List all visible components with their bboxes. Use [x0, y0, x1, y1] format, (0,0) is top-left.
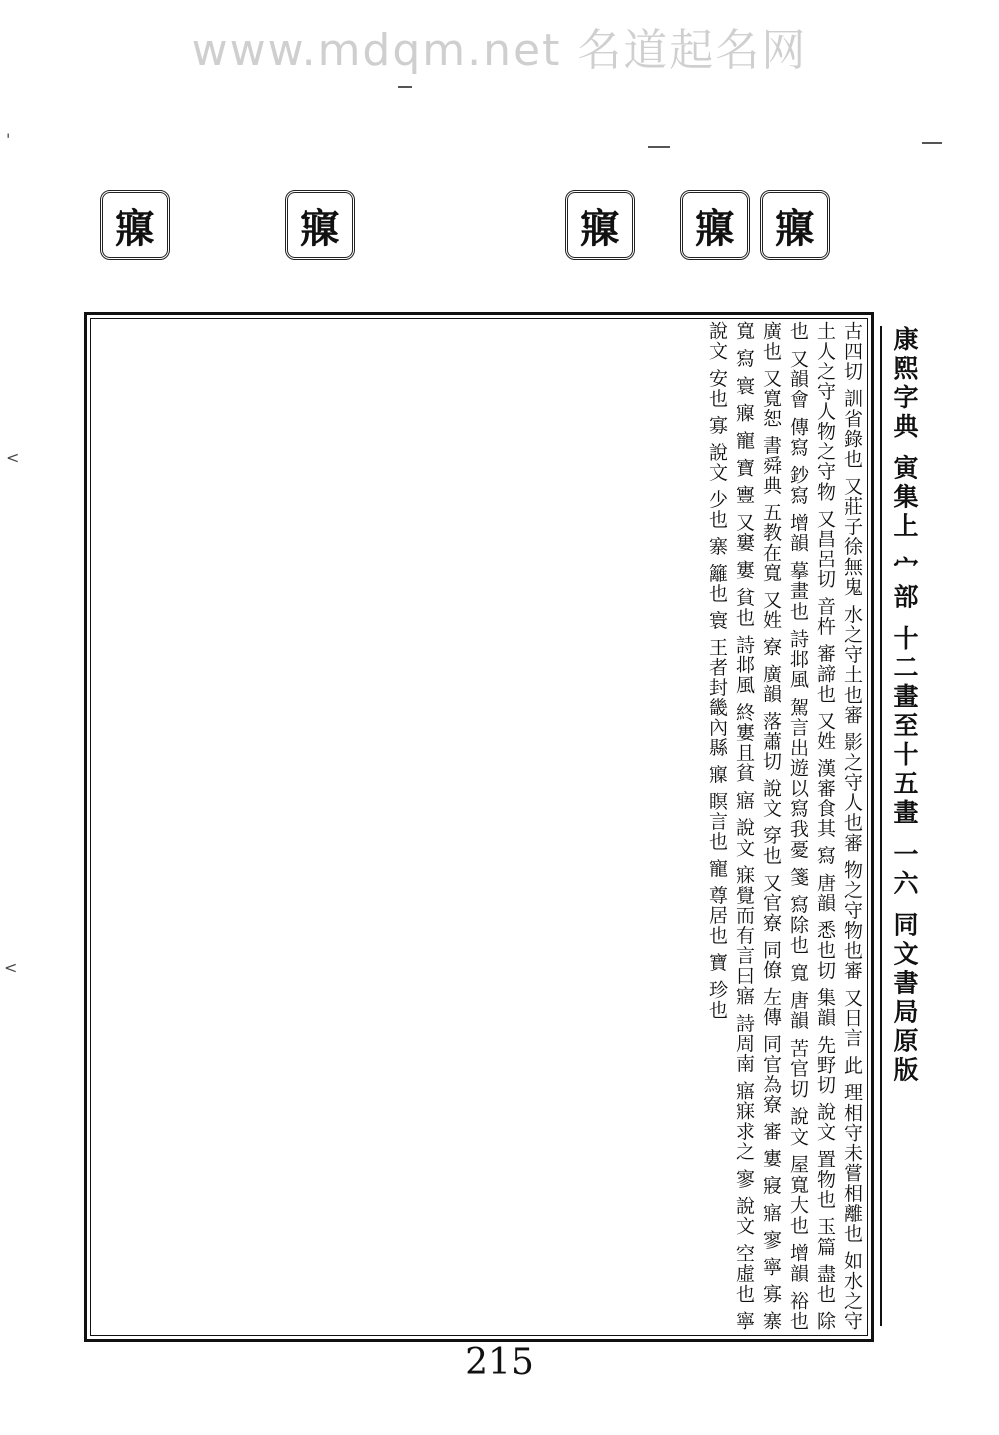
seal-glyph-5: 寱 [760, 190, 830, 260]
running-header [880, 326, 924, 1326]
seal-glyph-2: 寱 [285, 190, 355, 260]
text-frame [84, 312, 874, 1342]
page-number: 215 [465, 1342, 534, 1383]
running-header-text: 康熙字典 寅集上 宀部 十二畫至十五畫 一六 同文書局原版 [890, 326, 919, 1086]
seal-glyph-3: 寱 [565, 190, 635, 260]
seal-script-row [100, 190, 820, 280]
top-mid-dash [648, 146, 670, 148]
left-margin-mark-3: < [4, 958, 18, 977]
seal-glyph-4: 寱 [680, 190, 750, 260]
watermark: www.mdqm.net 名道起名网 [191, 25, 808, 76]
left-margin-mark: ' [6, 130, 11, 149]
top-right-dash [922, 142, 942, 144]
top-dash [398, 86, 412, 88]
dictionary-body-text: 古四切 訓省錄也 又莊子徐無鬼 水之守土也審 影之守人也審 物之守物也審 又日言 此 理相守未嘗相離也 如水之守土人之守人物之守物 又昌呂切 音杵 審諦也 又姓 漢審食其 寫 唐韻 悉也切 集韻 先野切 說文 置物也 玉篇 盡也 除也 又韻會 傳寫 鈔寫 增韻 摹畫也 詩邶風 駕言出遊以寫我憂 箋 寫除也 寬 唐韻 苦官切 說文 屋寬大也 增韻 裕也 廣也 又寬恕 書舜典 五教在寬 又姓 寮 廣韻 落蕭切 說文 穿也 又官寮 同僚 左傳 同官為寮 審 寠 寢 寤 寥 寧 寡 寨 寬 寫 寰 寱 寵 寶 寷 又窶 寠 貧也 詩邶風 終寠且貧 寤 說文 寐覺而有言曰寤 詩周南 寤寐求之 寥 說文 空虛也 寧 說文 安也 寡 說文 少也 寨 籬也 寰 王者封畿內縣 寱 瞑言也 寵 尊居也 寶 珍也 [706, 321, 863, 1331]
left-margin-mark-2: < [6, 448, 20, 467]
seal-glyph-1: 寱 [100, 190, 170, 260]
